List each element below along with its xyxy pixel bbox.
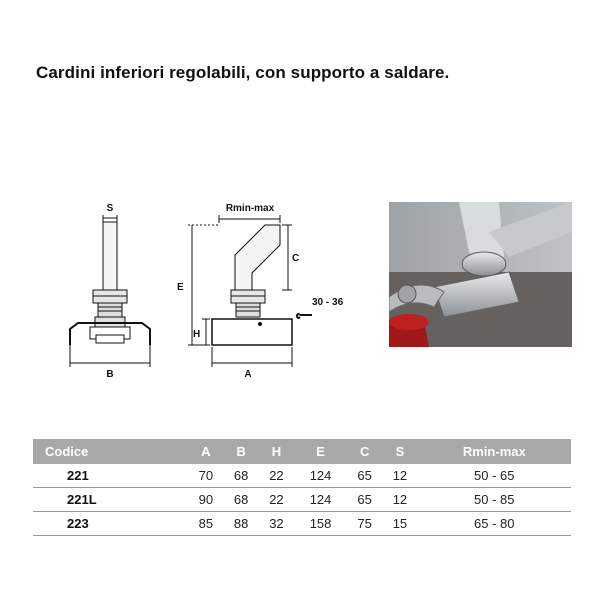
cell-a: 90 xyxy=(188,488,223,512)
table-row xyxy=(33,488,571,512)
dim-label-rmin-max: Rmin-max xyxy=(225,203,275,214)
cell-c: 65 xyxy=(347,464,382,488)
page-title: Cardini inferiori regolabili, con supporto a saldare. xyxy=(36,63,450,82)
cell-s: 12 xyxy=(382,464,417,488)
cell-h: 22 xyxy=(259,464,294,488)
cell-rmin-max: 50 - 85 xyxy=(418,488,571,512)
cell-rmin-max: 65 - 80 xyxy=(418,512,571,536)
cell-e: 124 xyxy=(294,464,347,488)
cell-h: 22 xyxy=(259,488,294,512)
cell-s: 15 xyxy=(382,512,417,536)
cell-c: 65 xyxy=(347,488,382,512)
cell-a: 70 xyxy=(188,464,223,488)
cell-e: 158 xyxy=(294,512,347,536)
header-h: H xyxy=(259,439,294,464)
cell-c: 75 xyxy=(347,512,382,536)
cell-codice: 223 xyxy=(33,512,188,536)
front-view-drawing xyxy=(70,215,150,367)
header-rmin-max: Rmin-max xyxy=(418,439,571,464)
cell-e: 124 xyxy=(294,488,347,512)
header-a: A xyxy=(188,439,223,464)
cell-codice: 221 xyxy=(33,464,188,488)
dim-label-s: S xyxy=(106,203,114,214)
dim-label-h: H xyxy=(193,329,201,340)
dim-label-wrench: 30 - 36 xyxy=(312,297,344,308)
cell-b: 68 xyxy=(224,488,259,512)
product-photo xyxy=(389,202,572,347)
table-row xyxy=(33,464,571,488)
header-c: C xyxy=(347,439,382,464)
technical-drawings xyxy=(60,195,380,380)
dim-label-a: A xyxy=(244,369,252,380)
product-photo-illustration xyxy=(389,202,572,347)
cell-b: 88 xyxy=(224,512,259,536)
cell-h: 32 xyxy=(259,512,294,536)
cell-a: 85 xyxy=(188,512,223,536)
header-s: S xyxy=(382,439,417,464)
table-header-row xyxy=(33,439,571,464)
cell-b: 68 xyxy=(224,464,259,488)
spec-table xyxy=(33,439,571,536)
dim-label-b: B xyxy=(106,369,114,380)
dim-label-c: C xyxy=(292,253,300,264)
cell-codice: 221L xyxy=(33,488,188,512)
header-b: B xyxy=(224,439,259,464)
cell-rmin-max: 50 - 65 xyxy=(418,464,571,488)
header-codice: Codice xyxy=(33,439,188,464)
side-view-drawing xyxy=(188,215,312,367)
header-e: E xyxy=(294,439,347,464)
cell-s: 12 xyxy=(382,488,417,512)
table-row xyxy=(33,512,571,536)
dim-label-e: E xyxy=(177,282,184,293)
